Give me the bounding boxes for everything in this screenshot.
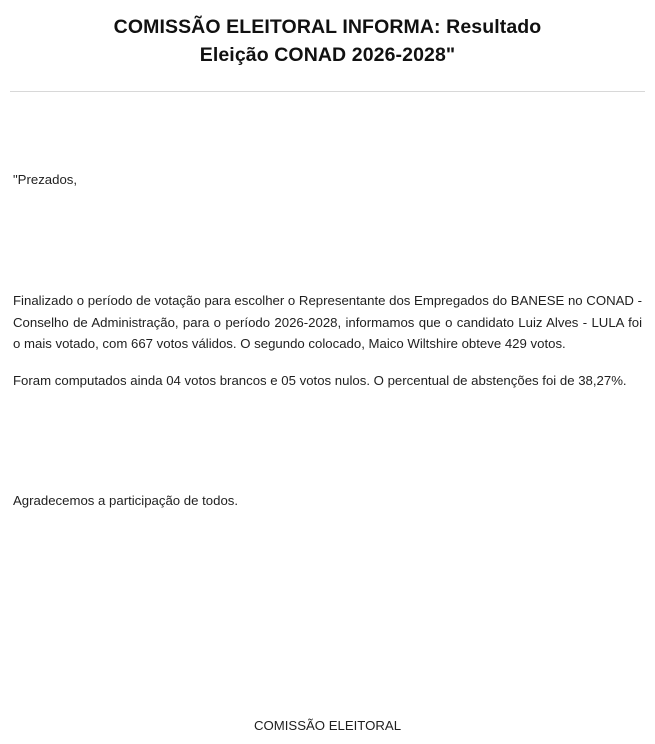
paragraph-thanks: Agradecemos a participação de todos. bbox=[13, 492, 239, 508]
paragraph-blank-null-votes: Foram computados ainda 04 votos brancos e 05 votos nulos. O percentual de abstenções foi de 38,27%. bbox=[13, 373, 627, 389]
page-title-line-2: Eleição CONAD 2026-2028" bbox=[199, 43, 456, 66]
salutation-text: "Prezados, bbox=[13, 172, 78, 188]
paragraph-result: Finalizado o período de votação para escolher o Representante dos Empregados do BANESE no CONAD - Conselho de Administração, para o período 2026-2028, informamos que o candidato Luiz Alves - LULA foi o mais votado, com 667 votos válidos. O segundo colocado, Maico Wiltshire obteve 429 votos. bbox=[13, 293, 642, 351]
signature-footer: COMISSÃO ELEITORAL bbox=[253, 718, 402, 734]
page-title-line-1: COMISSÃO ELEITORAL INFORMA: Resultado bbox=[113, 16, 542, 38]
page-title bbox=[0, 0, 655, 69]
document-body bbox=[0, 92, 655, 511]
